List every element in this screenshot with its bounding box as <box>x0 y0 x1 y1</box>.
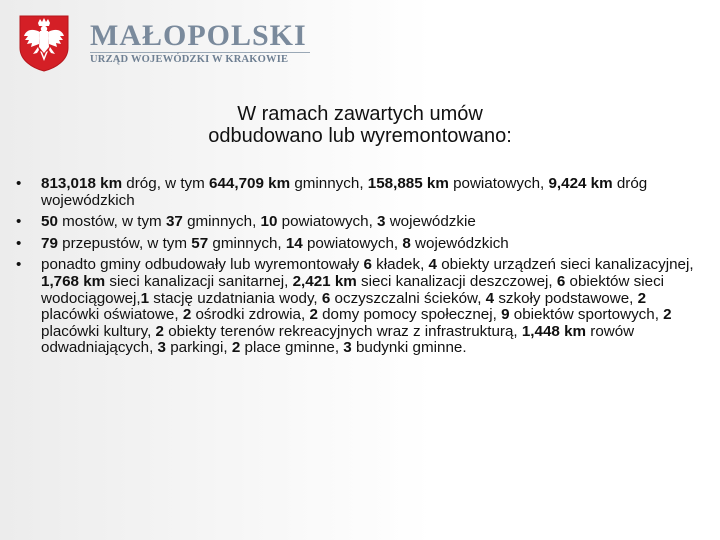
bullet-text: obiektów sieci wodociągowej, <box>41 272 665 307</box>
brand-name: MAŁOPOLSKI <box>90 19 307 52</box>
bullet-text: budynki gminne. <box>351 339 467 357</box>
bullet-value: 3 <box>377 213 386 231</box>
bullet-text: przepustów, w tym <box>57 234 192 252</box>
bullet-value: 2 <box>637 289 647 307</box>
bullet-text: obiekty urządzeń sieci kanalizacyjnej, <box>436 256 694 274</box>
white-eagle-emblem-icon <box>18 14 70 72</box>
bullet-value: 2 <box>182 306 192 324</box>
bullet-item <box>16 176 706 209</box>
bullet-text: ponadto gminy odbudowały lub wyremontowały <box>41 256 364 274</box>
bullet-item <box>16 257 706 357</box>
bullet-value: 2 <box>663 306 672 324</box>
bullet-value: 9 <box>501 306 510 324</box>
bullet-text: gminnych, <box>208 234 286 252</box>
bullet-value: 1,448 km <box>521 322 587 340</box>
bullet-text: powiatowych, <box>302 234 403 252</box>
bullet-text: rowów odwadniających, <box>41 322 635 357</box>
brand-divider <box>90 52 310 53</box>
bullet-value: 813,018 km <box>41 175 123 192</box>
bullet-text: gminnych, <box>290 175 368 192</box>
bullet-text: dróg wojewódzkich <box>41 175 648 209</box>
bullet-value: 57 <box>191 234 209 252</box>
bullet-text: placówki kultury, <box>41 322 156 340</box>
bullet-value: 6 <box>321 289 331 307</box>
bullet-text: placówki oświatowe, <box>41 306 183 324</box>
bullet-value: 9,424 km <box>548 175 613 192</box>
bullet-text: dróg, w tym <box>122 175 210 192</box>
bullet-text: szkoły podstawowe, <box>494 289 638 307</box>
bullet-value: 14 <box>285 234 303 252</box>
bullet-text: gminnych, <box>182 213 261 231</box>
bullet-value: 4 <box>485 289 495 307</box>
bullet-value: 2 <box>231 339 241 357</box>
bullet-value: 37 <box>165 213 183 231</box>
bullet-text: domy pomocy społecznej, <box>317 306 502 324</box>
bullet-text: place gminne, <box>240 339 344 357</box>
bullet-value: 1 <box>140 289 150 307</box>
bullet-text: stację uzdatniania wody, <box>149 289 322 307</box>
bullet-value: 3 <box>343 339 352 357</box>
bullet-value: 158,885 km <box>367 175 449 192</box>
bullet-value: 6 <box>556 272 566 290</box>
bullet-text: sieci kanalizacji sanitarnej, <box>105 272 293 290</box>
bullet-text: obiektów sportowych, <box>509 306 664 324</box>
bullet-value: 79 <box>41 234 58 252</box>
bullet-value: 6 <box>363 256 372 274</box>
bullet-text: sieci kanalizacji deszczowej, <box>356 272 557 290</box>
bullet-value: 10 <box>260 213 278 231</box>
bullet-text: wojewódzkie <box>385 213 476 231</box>
bullet-list <box>16 176 706 362</box>
bullet-text: ośrodki zdrowia, <box>191 306 310 324</box>
bullet-value: 1,768 km <box>41 272 106 290</box>
slide-title-line-2: odbudowano lub wyremontowano: <box>208 125 512 148</box>
bullet-value: 8 <box>402 234 411 252</box>
bullet-text: kładek, <box>371 256 429 274</box>
bullet-value: 50 <box>41 213 58 231</box>
bullet-text: obiekty terenów rekreacyjnych wraz z infrastrukturą, <box>163 322 522 340</box>
slide-title <box>0 103 720 147</box>
bullet-value: 2,421 km <box>292 272 357 290</box>
bullet-text: wojewódzkich <box>410 234 509 252</box>
bullet-item <box>16 236 706 253</box>
bullet-text: parkingi, <box>165 339 232 357</box>
bullet-value: 2 <box>309 306 318 324</box>
bullet-item <box>16 214 706 231</box>
bullet-value: 2 <box>155 322 164 340</box>
bullet-text: powiatowych, <box>277 213 378 231</box>
bullet-value: 644,709 km <box>209 175 291 192</box>
header-logo <box>14 14 314 70</box>
slide-title-line-1: W ramach zawartych umów <box>237 103 483 126</box>
bullet-text: powiatowych, <box>448 175 549 192</box>
brand-subtitle: URZĄD WOJEWÓDZKI W KRAKOWIE <box>90 54 289 65</box>
bullet-value: 4 <box>428 256 437 274</box>
bullet-text: mostów, w tym <box>57 213 166 231</box>
bullet-value: 3 <box>157 339 166 357</box>
bullet-text: oczyszczalni ścieków, <box>330 289 486 307</box>
